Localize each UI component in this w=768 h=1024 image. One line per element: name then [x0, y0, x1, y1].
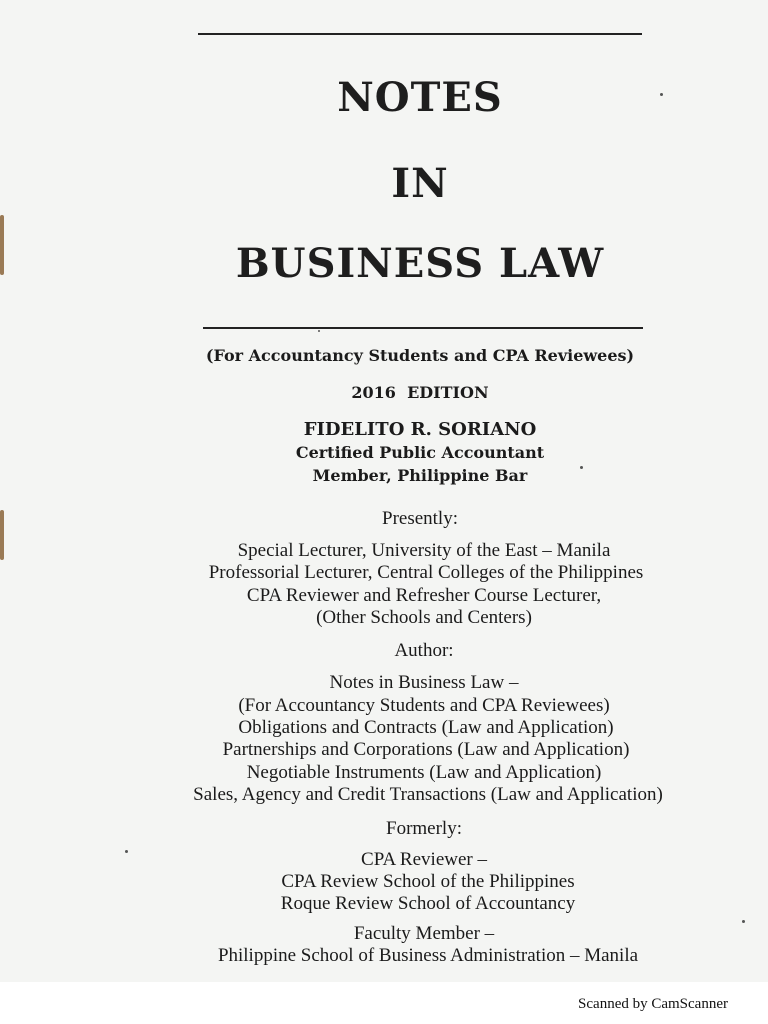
scan-speck — [125, 850, 128, 853]
author-heading: Author: — [394, 640, 454, 661]
subtitle: (For Accountancy Students and CPA Reviewees) — [205, 346, 635, 365]
formerly-item: CPA Reviewer – — [361, 849, 487, 870]
formerly-item: Philippine School of Business Administration – Manila — [217, 945, 639, 966]
edition: 2016 EDITION — [351, 383, 489, 402]
author-item: Negotiable Instruments (Law and Application) — [246, 762, 602, 783]
title-line-1: NOTES — [337, 74, 503, 121]
top-rule — [198, 33, 642, 35]
scan-speck — [660, 93, 663, 96]
scan-speck — [580, 466, 583, 469]
formerly-item: Faculty Member – — [353, 923, 495, 944]
author-credential-cpa: Certified Public Accountant — [295, 443, 545, 462]
presently-item: CPA Reviewer and Refresher Course Lecturer, — [246, 585, 602, 606]
author-credential-bar: Member, Philippine Bar — [312, 466, 528, 485]
author-item: Partnerships and Corporations (Law and Application) — [222, 739, 630, 760]
title-line-3: BUSINESS LAW — [235, 240, 605, 287]
page-edge-mark — [0, 510, 4, 560]
presently-heading: Presently: — [382, 508, 458, 529]
formerly-item: Roque Review School of Accountancy — [280, 893, 576, 914]
author-item: Notes in Business Law – — [329, 672, 519, 693]
scanner-watermark: Scanned by CamScanner — [578, 996, 728, 1012]
presently-item: Professorial Lecturer, Central Colleges of the Philippines — [208, 562, 644, 583]
author-name: FIDELITO R. SORIANO — [303, 419, 537, 440]
middle-rule — [203, 327, 643, 329]
author-item: Obligations and Contracts (Law and Application) — [238, 717, 614, 738]
scan-speck — [318, 330, 320, 332]
title-line-2: IN — [391, 160, 449, 207]
formerly-item: CPA Review School of the Philippines — [281, 871, 575, 892]
presently-item: (Other Schools and Centers) — [316, 607, 532, 628]
scan-speck — [742, 920, 745, 923]
author-item: Sales, Agency and Credit Transactions (Law and Application) — [193, 784, 663, 805]
formerly-heading: Formerly: — [386, 818, 462, 839]
page-edge-mark — [0, 215, 4, 275]
author-item: (For Accountancy Students and CPA Reviewees) — [238, 695, 610, 716]
presently-item: Special Lecturer, University of the East – Manila — [237, 540, 611, 561]
